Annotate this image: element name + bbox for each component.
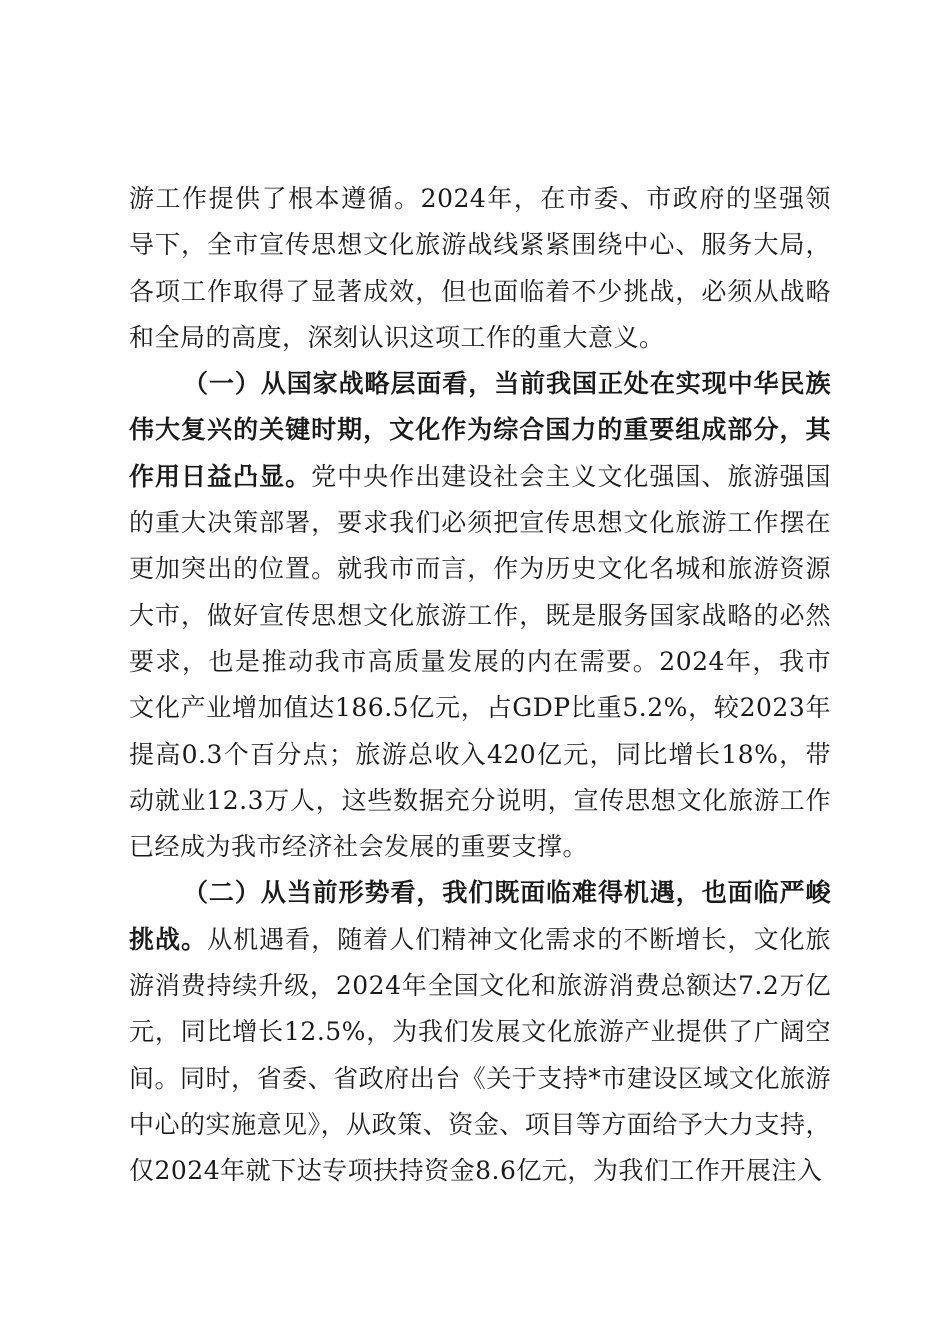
paragraph-national-strategy <box>129 361 831 870</box>
paragraph-body-text: 游工作提供了根本遵循。2024年，在市委、市政府的坚强领导下，全市宣传思想文化旅游战线紧紧围绕中心、服务大局，各项工作取得了显著成效，但也面临着不少挑战，必须从战略和全局的高度，深刻认识这项工作的重大意义。 <box>129 184 831 352</box>
paragraph-body-text: 党中央作出建设社会主义文化强国、旅游强国的重大决策部署，要求我们必须把宣传思想文化旅游工作摆在更加突出的位置。就我市而言，作为历史文化名城和旅游资源大市，做好宣传思想文化旅游工作，既是服务国家战略的必然要求，也是推动我市高质量发展的内在需要。2024年，我市文化产业增加值达186.5亿元，占GDP比重5.2%，较2023年提高0.3个百分点；旅游总收入420亿元，同比增长18%，带动就业12.3万人，这些数据充分说明，宣传思想文化旅游工作已经成为我市经济社会发展的重要支撑。 <box>129 461 831 862</box>
document-body <box>129 176 831 1195</box>
paragraph-continuation <box>129 176 831 361</box>
paragraph-current-situation <box>129 870 831 1194</box>
paragraph-body-text: 从机遇看，随着人们精神文化需求的不断增长，文化旅游消费持续升级，2024年全国文化和旅游消费总额达7.2万亿元，同比增长12.5%，为我们发展文化旅游产业提供了广阔空间。同时，省委、省政府出台《关于支持*市建设区域文化旅游中心的实施意见》，从政策、资金、项目等方面给予大力支持，仅2024年就下达专项扶持资金8.6亿元，为我们工作开展注入 <box>129 924 831 1186</box>
section-heading-2: （二）从当前形势看，我们既面临难得机遇，也面临严峻挑战。 <box>129 878 831 954</box>
section-heading-1: （一）从国家战略层面看，当前我国正处在实现中华民族伟大复兴的关键时期，文化作为综合国力的重要组成部分，其作用日益凸显。 <box>129 369 831 491</box>
